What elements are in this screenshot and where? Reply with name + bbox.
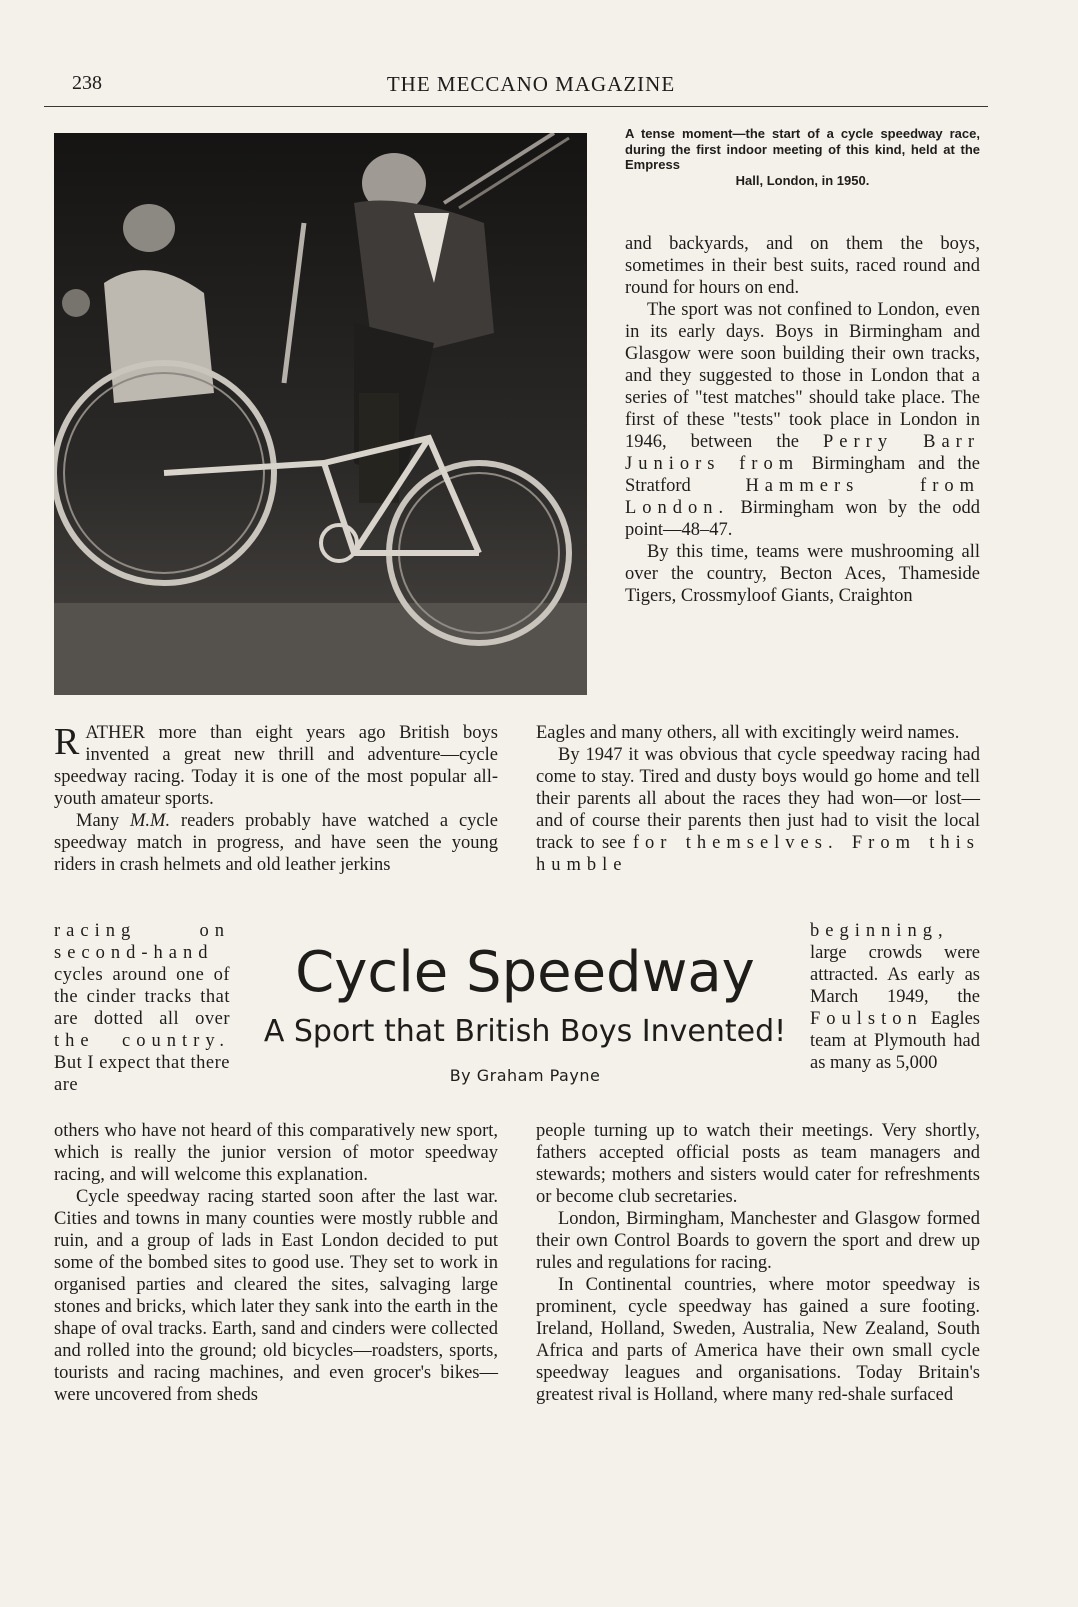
wrap-left-spaced-1: racing on (54, 921, 230, 941)
article-title: Cycle Speedway (295, 940, 755, 1005)
article-headline (250, 940, 800, 1085)
article-subtitle: A Sport that British Boys Invented! (263, 1014, 787, 1049)
p2-italic: M.M. (130, 811, 171, 831)
paragraph-3: Cycle speedway racing started soon after the last war. Cities and towns in many counties were mostly rubble and ruin, and a group of lads in East London decided to put some of the bombed sites to good use. They set to work in organised parties and cleared the sites, salvaging large stones and bricks, which later they sank into the earth in the shape of oval tracks. Earth, sand and cinders were collected and rolled into the ground; old bicycles—roadsters, sports, tourists and racing machines, and even grocer's bikes—were uncovered from sheds (54, 1187, 498, 1405)
paragraph-r7: In Continental countries, where motor speedway is prominent, cycle speedway has gained a sure footing. Ireland, Holland, Sweden, Australia, New Zealand, South Africa and parts of America have their own small cycle speedway leagues and organisations. Today Britain's greatest rival is Holland, where many red-shale surfaced (536, 1275, 980, 1405)
wrap-right-tail: Eagles team at Plymouth had as many as 5,000 (810, 1009, 980, 1073)
wrap-left-body: cycles around one of the cinder tracks that are dotted all over (54, 965, 230, 1029)
cycle-speedway-photo (54, 133, 587, 695)
left-column-bottom (54, 1120, 498, 1406)
magazine-title: THE MECCANO MAGAZINE (386, 72, 676, 96)
paragraph-r2 (625, 299, 980, 541)
r4-spaced: for themselves. From this humble (536, 833, 980, 875)
paragraph-r5: people turning up to watch their meetings. Very shortly, fathers accepted official posts as team managers and stewards; mothers and sisters would cater for refreshments or become club secretaries. (536, 1121, 980, 1207)
page-header (72, 72, 990, 102)
right-column-top (625, 233, 980, 607)
paragraph-r3-wide: Eagles and many others, all with excitingly weird names. (536, 723, 960, 743)
wrap-right-text (810, 920, 980, 1074)
p2-after: readers probably have watched a cycle speedway match in progress, and have seen the young riders in crash helmets and old leather jerkins (54, 811, 498, 875)
page-number: 238 (72, 72, 102, 94)
wrap-left-spaced-2: second-hand (54, 943, 214, 963)
right-column-middle (536, 722, 980, 876)
right-column-bottom (536, 1120, 980, 1406)
wrap-right-body: large crowds were attracted. As early as March 1949, the (810, 943, 980, 1007)
photo-caption (625, 126, 980, 188)
p2-before: Many (76, 811, 130, 831)
r2-mid: Birmingham and the Stratford (625, 454, 980, 496)
paragraph-2-end: others who have not heard of this comparatively new sport, which is really the junior version of motor speedway racing, and will welcome this explanation. (54, 1121, 498, 1185)
wrap-left-spaced-3: the country. (54, 1031, 230, 1051)
r2-text: The sport was not confined to London, even in its early days. Boys in Birmingham and Glasgow were soon building their own tracks, and they suggested to those in London that a series of "test matches" should take place. The first of these "tests" took place in London in 1946, between the (625, 300, 980, 452)
paragraph-1 (54, 722, 498, 810)
p1-rest: British boys invented a great new thrill and adventure—cycle speedway racing. Today it is one of the most popular all-youth amateur sports. (54, 723, 498, 809)
r2-spaced-2: Hammers from London. (625, 476, 980, 518)
paragraph-r3-narrow: By this time, teams were mushrooming all over the country, Becton Aces, Thameside Tigers, Crossmyloof Giants, Craighton (625, 542, 980, 606)
caption-last-line: Hall, London, in 1950. (735, 172, 870, 188)
paragraph-r1: and backyards, and on them the boys, sometimes in their best suits, raced round and round for hours on end. (625, 234, 980, 298)
wrap-right-spaced: beginning, (810, 921, 949, 941)
wrap-left-tail: But I expect that there are (54, 1053, 230, 1095)
right-wrap-column (810, 920, 980, 1074)
r2-spaced-1: Perry Barr Juniors from (625, 432, 980, 474)
paragraph-2 (54, 810, 498, 876)
p1-line1: ATHER more than eight years ago (85, 723, 386, 743)
wrap-right-spaced-2: Foulston (810, 1009, 923, 1029)
photo-illustration (54, 133, 587, 695)
wrap-left-text (54, 920, 230, 1096)
article-byline: By Graham Payne (449, 1066, 601, 1085)
paragraph-r4 (536, 744, 980, 876)
caption-text: A tense moment—the start of a cycle speedway race, during the first indoor meeting of this kind, held at the Empress (625, 126, 980, 172)
left-wrap-column (54, 920, 230, 1096)
paragraph-r6: London, Birmingham, Manchester and Glasgow formed their own Control Boards to govern the sport and drew up rules and regulations for racing. (536, 1209, 980, 1273)
drop-cap: R (54, 721, 80, 763)
header-rule (44, 106, 988, 107)
r4-text: By 1947 it was obvious that cycle speedway racing had come to stay. Tired and dusty boys would go home and tell their parents all about the races they had won—or lost—and of course their parents then just had to visit the local track to see (536, 745, 980, 853)
left-column-top (54, 722, 498, 876)
r2-end: Birmingham won by the odd point—48–47. (625, 498, 981, 540)
